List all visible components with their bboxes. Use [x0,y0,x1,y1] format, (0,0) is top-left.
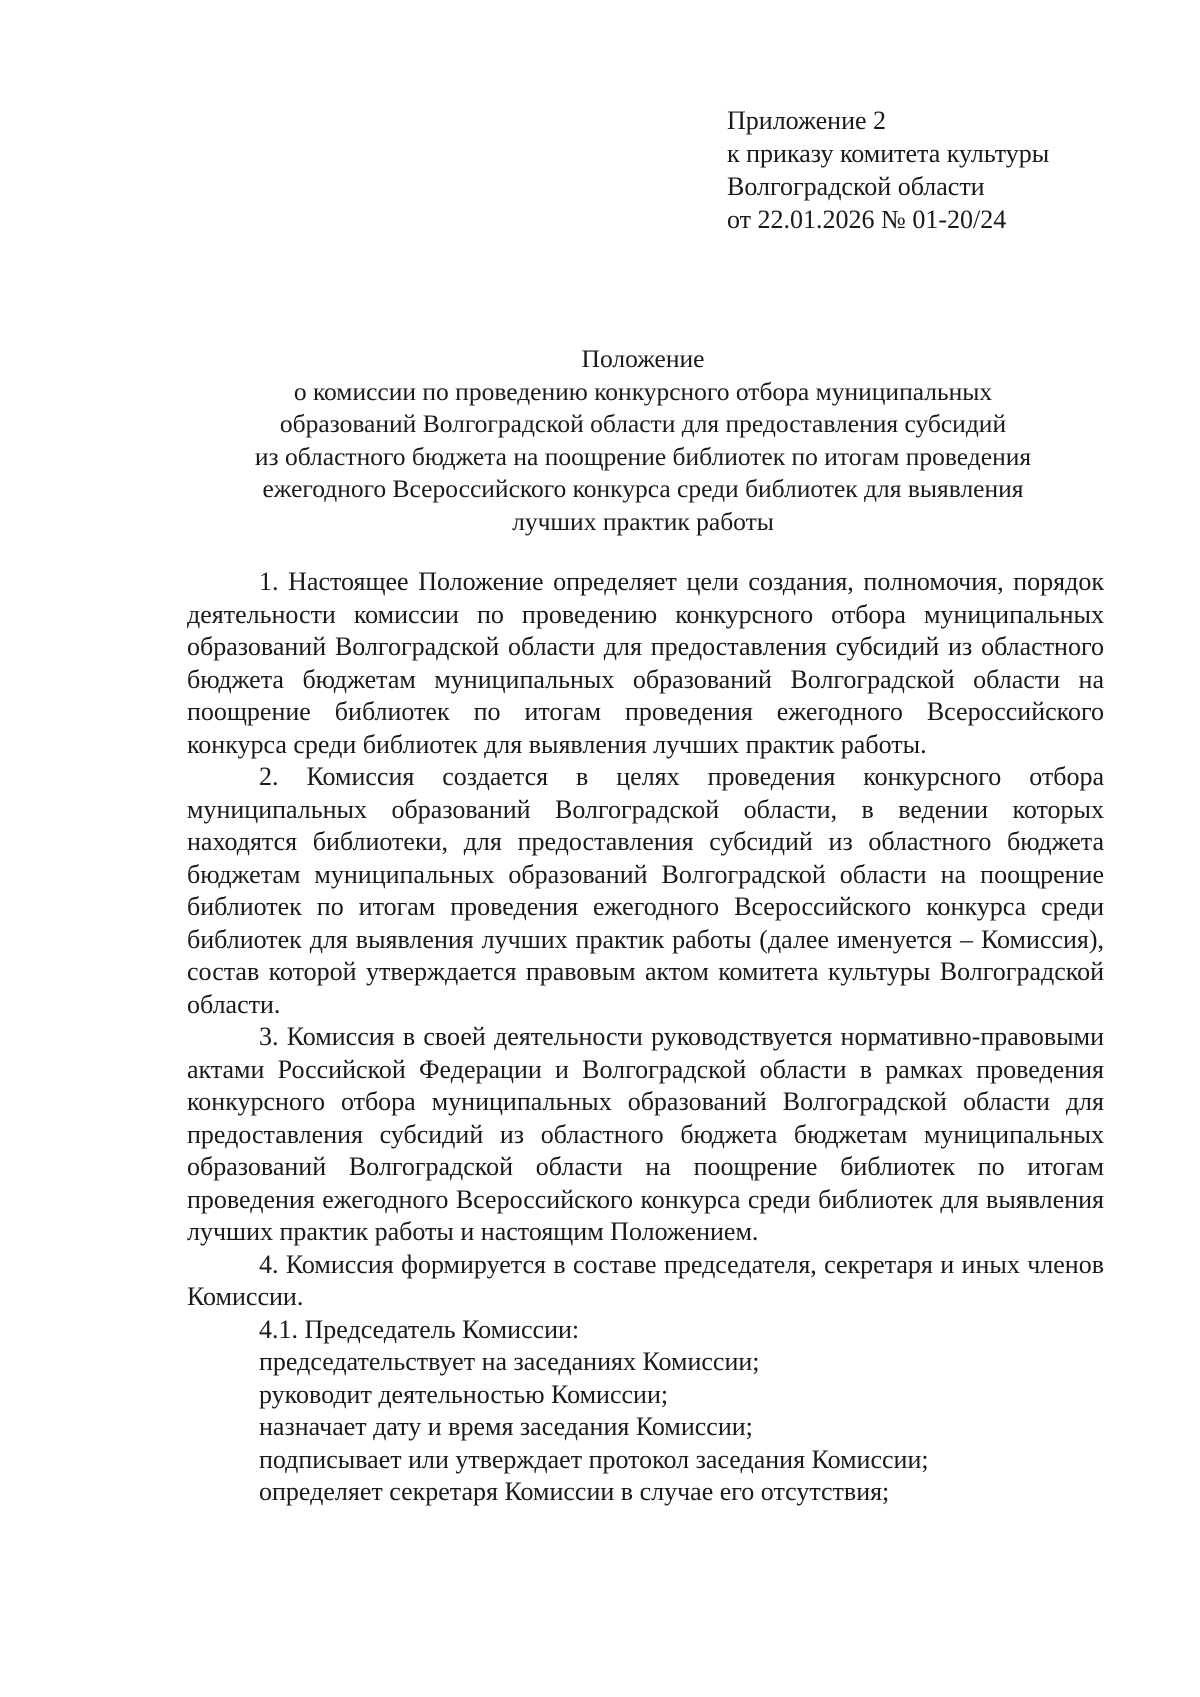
paragraph-4: 4. Комиссия формируется в составе председателя, секретаря и иных членов Комиссии. [187,1249,1104,1311]
chairman-duty: руководит деятельностью Комиссии; [259,1379,669,1409]
document-body [187,566,1104,1509]
title-line: из областного бюджета на поощрение библиотек по итогам проведения [254,441,1032,471]
appendix-block [727,104,1049,236]
appendix-number: Приложение 2 [727,106,887,135]
chairman-duty: назначает дату и время заседания Комиссии; [259,1412,753,1441]
title-line: о комиссии по проведению конкурсного отбора муниципальных [293,376,993,406]
document-title [180,343,1106,538]
appendix-date-number: от 22.01.2026 № 01-20/24 [727,205,1007,234]
chairman-duty: подписывает или утверждает протокол заседания Комиссии; [259,1444,929,1474]
chairman-heading: 4.1. Председатель Комиссии: [259,1314,580,1344]
chairman-duty: определяет секретаря Комиссии в случае его отсутствия; [259,1477,890,1506]
chairman-duty: председательствует на заседаниях Комиссии; [259,1347,760,1376]
paragraph-1: 1. Настоящее Положение определяет цели создания, полномочия, порядок деятельности комиссии по проведению конкурсного отбора муниципальных образований Волгоградской области для предоставления субсидий из областного бюджета бюджетам муниципальных образований Волгоградской области на поощрение библиотек по итогам проведения ежегодного Всероссийского конкурса среди библиотек для выявления лучших практик работы. [187,567,1104,759]
title-heading: Положение [581,344,705,373]
title-line: образований Волгоградской области для предоставления субсидий [279,409,1007,438]
appendix-order-ref: к приказу комитета культуры [727,139,1050,168]
title-line: лучших практик работы [512,506,774,536]
appendix-region: Волгоградской области [727,172,985,201]
title-line: ежегодного Всероссийского конкурса среди библиотек для выявления [262,474,1024,503]
paragraph-2: 2. Комиссия создается в целях проведения конкурсного отбора муниципальных образований Волгоградской области, в ведении которых находятся библиотеки, для предоставления субсидий из областного бюджета бюджетам муниципальных образований Волгоградской области на поощрение библиотек по итогам проведения ежегодного Всероссийского конкурса среди библиотек для выявления лучших практик работы (далее именуется – Комиссия), состав которой утверждается правовым актом комитета культуры Волгоградской области. [187,762,1104,1019]
paragraph-3: 3. Комиссия в своей деятельности руководствуется нормативно-правовыми актами Российской Федерации и Волгоградской области в рамках проведения конкурсного отбора муниципальных образований Волгоградской области для предоставления субсидий из областного бюджета бюджетам муниципальных образований Волгоградской области на поощрение библиотек по итогам проведения ежегодного Всероссийского конкурса среди библиотек для выявления лучших практик работы и настоящим Положением. [187,1022,1104,1246]
